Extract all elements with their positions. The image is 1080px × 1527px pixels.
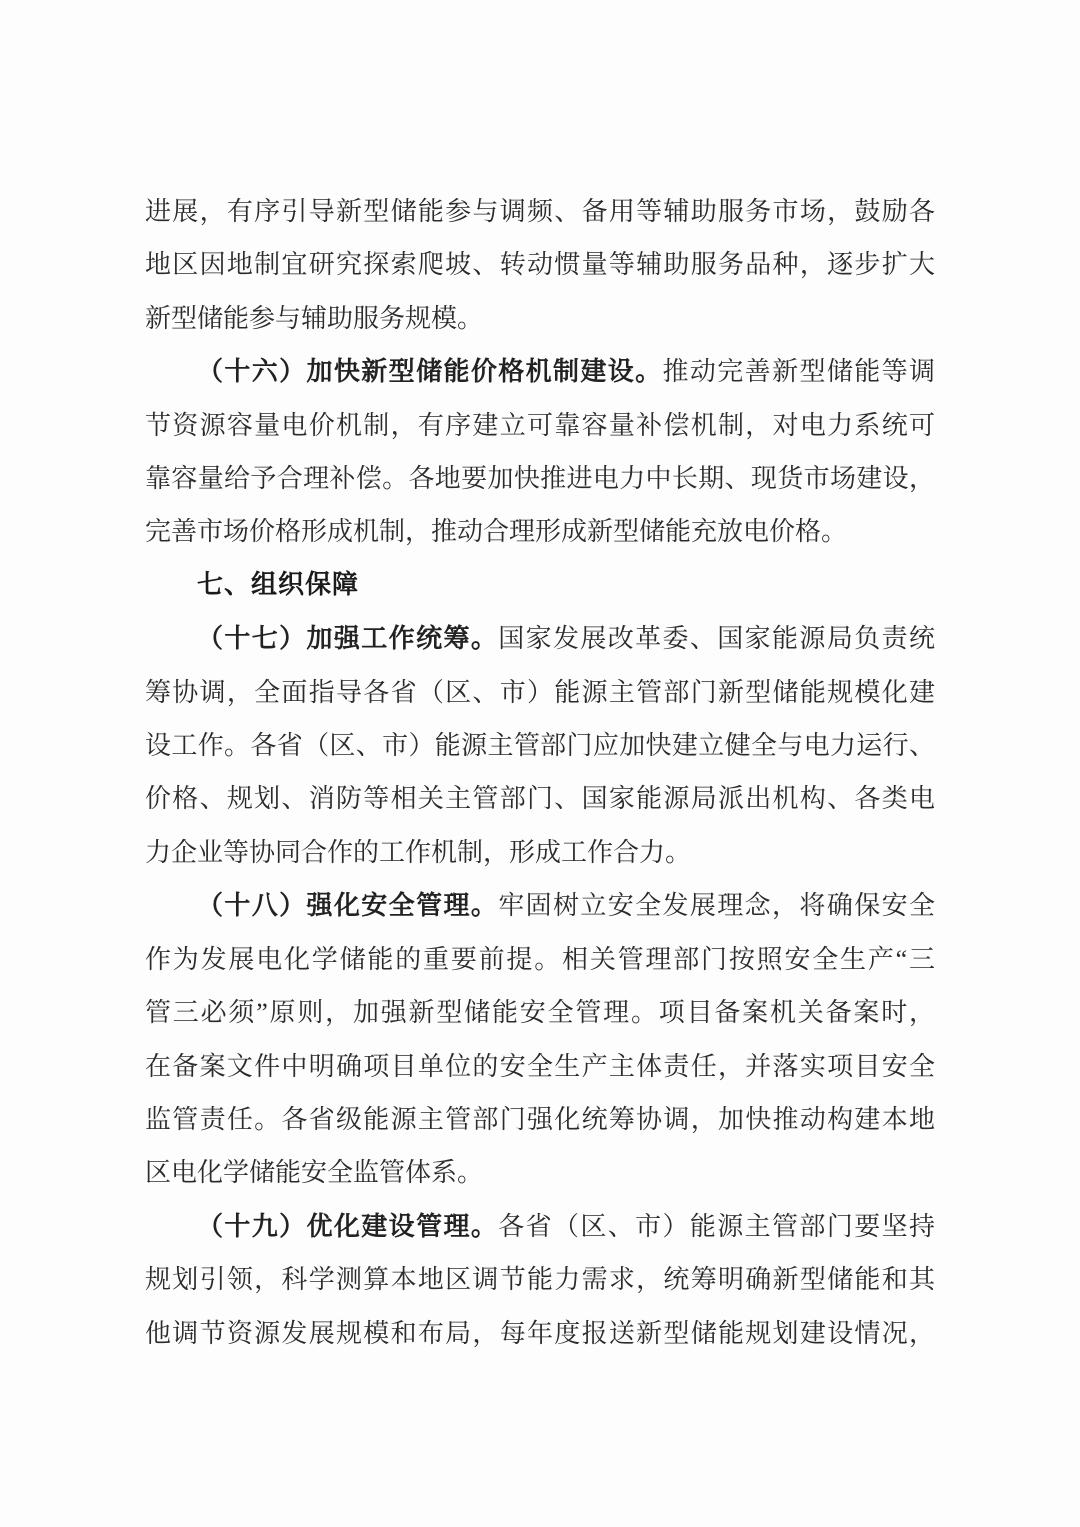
line-text: 完善市场价格形成机制，推动合理形成新型储能充放电价格。 [145,517,848,547]
body-line [145,1093,935,1146]
body-line [145,1146,935,1199]
paragraph-first-line [145,612,935,665]
line-text: 筹协调，全面指导各省（区、市）能源主管部门新型储能规模化建 [145,677,935,707]
heading-text: 七、组织保障 [197,569,360,600]
line-text: 各省（区、市）能源主管部门要坚持 [498,1211,935,1241]
line-text: 他调节资源发展规模和布局，每年度报送新型储能规划建设情况， [145,1318,935,1348]
body-line [145,292,935,345]
body-line [145,452,935,505]
paragraph-number-title: （十六）加快新型储能价格机制建设。 [197,357,663,387]
line-text: 节资源容量电价机制，有序建立可靠容量补偿机制，对电力系统可 [145,410,935,440]
paragraph-first-line [145,879,935,932]
section-heading [145,559,935,612]
line-text: 牢固树立安全发展理念，将确保安全 [498,891,935,921]
line-text: 管三必须”原则，加强新型储能安全管理。项目备案机关备案时， [145,998,935,1028]
line-text: 在备案文件中明确项目单位的安全生产主体责任，并落实项目安全 [145,1051,935,1081]
line-text: 设工作。各省（区、市）能源主管部门应加快建立健全与电力运行、 [145,731,935,761]
body-line [145,719,935,772]
paragraph-first-line [145,345,935,398]
body-line [145,772,935,825]
body-line [145,1040,935,1093]
line-text: 区电化学储能安全监管体系。 [145,1158,484,1188]
line-text: 力企业等协同合作的工作机制，形成工作合力。 [145,837,692,867]
line-text: 地区因地制宜研究探索爬坡、转动惯量等辅助服务品种，逐步扩大 [145,250,935,280]
line-text: 作为发展电化学储能的重要前提。相关管理部门按照安全生产“三 [145,944,935,974]
paragraph-number-title: （十九）优化建设管理。 [197,1211,499,1241]
line-text: 监管责任。各省级能源主管部门强化统筹协调，加快推动构建本地 [145,1104,935,1134]
line-text: 推动完善新型储能等调 [662,357,935,387]
body-line [145,826,935,879]
body-line [145,1307,935,1360]
line-text: 价格、规划、消防等相关主管部门、国家能源局派出机构、各类电 [145,784,935,814]
body-line [145,666,935,719]
body-line [145,1253,935,1306]
line-text: 规划引领，科学测算本地区调节能力需求，统筹明确新型储能和其 [145,1265,935,1295]
paragraph-number-title: （十八）强化安全管理。 [197,891,499,921]
line-text: 新型储能参与辅助服务规模。 [145,303,484,333]
line-text: 进展，有序引导新型储能参与调频、备用等辅助服务市场，鼓励各 [145,197,935,226]
body-line [145,185,935,238]
line-text: 靠容量给予合理补偿。各地要加快推进电力中长期、现货市场建设， [145,464,935,494]
paragraph-number-title: （十七）加强工作统筹。 [197,624,499,654]
body-line [145,505,935,558]
body-line [145,399,935,452]
body-line [145,933,935,986]
document-content [145,185,935,1360]
line-text: 国家发展改革委、国家能源局负责统 [498,624,935,654]
body-line [145,986,935,1039]
paragraph-first-line [145,1200,935,1253]
body-line [145,238,935,291]
